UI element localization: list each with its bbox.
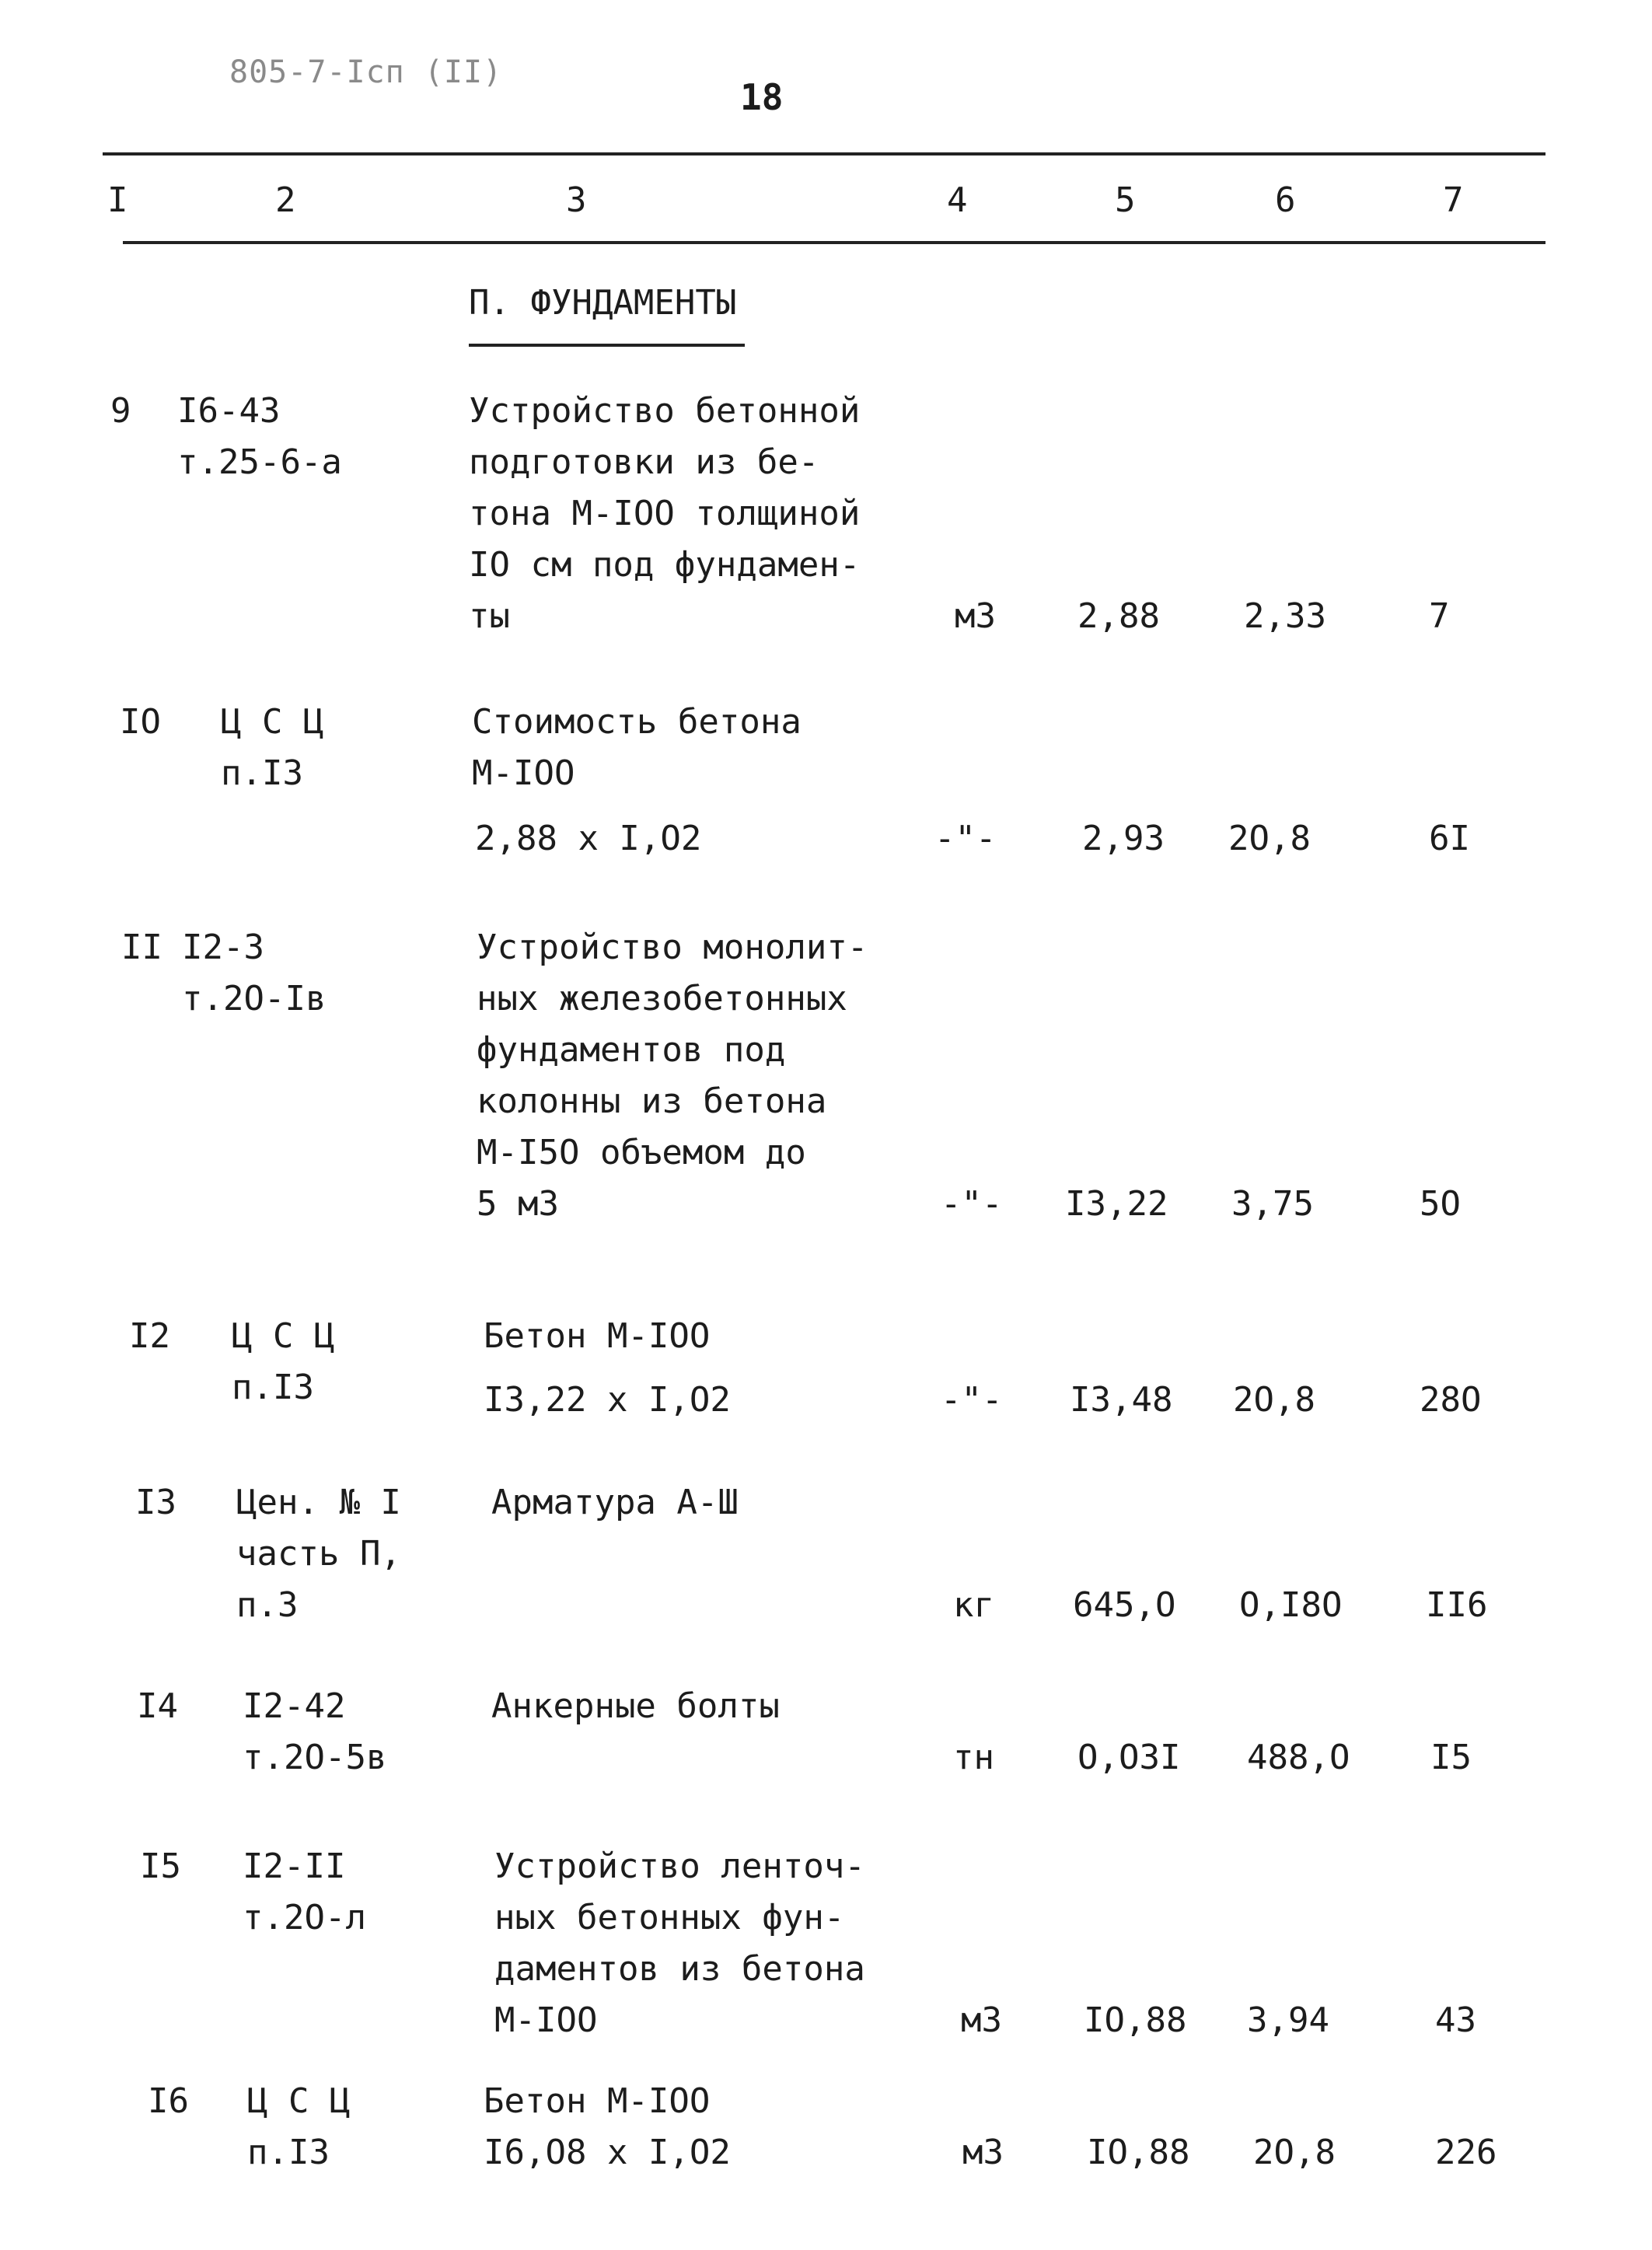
row-description: Устройство бетонной подготовки из бе- тона М-IОО толщиной IО см под фундамен- ты: [469, 391, 861, 636]
section-title-underline: [469, 344, 745, 347]
row-number: 9: [110, 391, 131, 431]
row-total: II6: [1426, 1585, 1488, 1625]
row-unit: -"-: [941, 1380, 1003, 1420]
row-code: I2-3 т.2О-Iв: [182, 928, 327, 1018]
row-number: I3: [135, 1483, 176, 1522]
page-number: 18: [740, 76, 784, 118]
row-description-calc: 2,88 х I,О2: [475, 819, 702, 858]
column-header-1: I: [107, 180, 128, 220]
row-number: I6: [148, 2081, 189, 2121]
row-number: I2: [129, 1316, 170, 1356]
row-unit-price: 488,О: [1247, 1738, 1350, 1777]
row-total: 7: [1429, 596, 1450, 636]
row-total: 28О: [1420, 1380, 1482, 1420]
row-total: 5О: [1420, 1184, 1461, 1224]
row-code: Ц С Ц п.I3: [247, 2081, 351, 2172]
document-code: 805-7-Iсп (II): [229, 54, 503, 90]
column-header-6: 6: [1275, 180, 1296, 220]
top-rule: [103, 152, 1545, 155]
row-unit-price: 2О,8: [1253, 2133, 1336, 2172]
column-header-2: 2: [275, 180, 296, 220]
row-description: Бетон М-IОО I6,О8 х I,О2: [484, 2081, 731, 2172]
row-number: IО: [120, 702, 161, 742]
row-code: Ц С Ц п.I3: [232, 1316, 335, 1407]
row-unit-price: О,I8О: [1239, 1585, 1343, 1625]
row-quantity: I3,48: [1070, 1380, 1173, 1420]
row-description: Анкерные болты: [491, 1686, 780, 1726]
row-quantity: I3,22: [1065, 1184, 1168, 1224]
row-quantity: 2,88: [1077, 596, 1160, 636]
row-total: 226: [1435, 2133, 1497, 2172]
row-unit: м3: [961, 2000, 1002, 2040]
row-total: 43: [1435, 2000, 1476, 2040]
row-quantity: IО,88: [1087, 2133, 1190, 2172]
row-code: Ц С Ц п.I3: [221, 702, 324, 793]
row-unit: -"-: [941, 1184, 1003, 1224]
row-code: Цен. № I часть П, п.3: [236, 1483, 401, 1625]
column-header-7: 7: [1443, 180, 1464, 220]
row-quantity: О,О3I: [1077, 1738, 1181, 1777]
row-number: II: [121, 928, 162, 967]
row-unit: кг: [953, 1585, 994, 1625]
column-header-4: 4: [947, 180, 968, 220]
row-unit-price: 2О,8: [1228, 819, 1311, 858]
column-header-3: 3: [566, 180, 587, 220]
row-unit-price: 3,75: [1231, 1184, 1314, 1224]
row-quantity: IО,88: [1084, 2000, 1187, 2040]
row-description: Бетон М-IОО: [484, 1316, 711, 1356]
row-total: I5: [1430, 1738, 1472, 1777]
row-quantity: 2,93: [1082, 819, 1165, 858]
header-rule: [123, 241, 1545, 244]
row-unit: м3: [955, 596, 996, 636]
row-number: I5: [140, 1846, 181, 1886]
row-description-calc: I3,22 х I,О2: [484, 1380, 731, 1420]
row-unit-price: 2,33: [1244, 596, 1326, 636]
section-title: П. ФУНДАМЕНТЫ: [469, 283, 737, 323]
row-description: Арматура А-Ш: [491, 1483, 739, 1522]
row-unit: м3: [962, 2133, 1004, 2172]
row-description: Стоимость бетона М-IОО: [472, 702, 802, 793]
row-unit: тн: [953, 1738, 994, 1777]
column-header-5: 5: [1115, 180, 1136, 220]
row-unit-price: 2О,8: [1233, 1380, 1315, 1420]
row-description: Устройство монолит- ных железобетонных фундаментов под колонны из бетона М-I5О объемом до 5 м3: [477, 928, 868, 1224]
row-code: I2-II т.2О-л: [243, 1846, 366, 1937]
row-unit: -"-: [934, 819, 997, 858]
row-code: I6-43 т.25-6-а: [177, 391, 342, 482]
row-code: I2-42 т.2О-5в: [243, 1686, 387, 1777]
row-unit-price: 3,94: [1247, 2000, 1329, 2040]
row-quantity: 645,О: [1073, 1585, 1176, 1625]
row-number: I4: [137, 1686, 178, 1726]
row-total: 6I: [1429, 819, 1470, 858]
row-description: Устройство ленточ- ных бетонных фун- даментов из бетона М-IОО: [494, 1846, 865, 2040]
